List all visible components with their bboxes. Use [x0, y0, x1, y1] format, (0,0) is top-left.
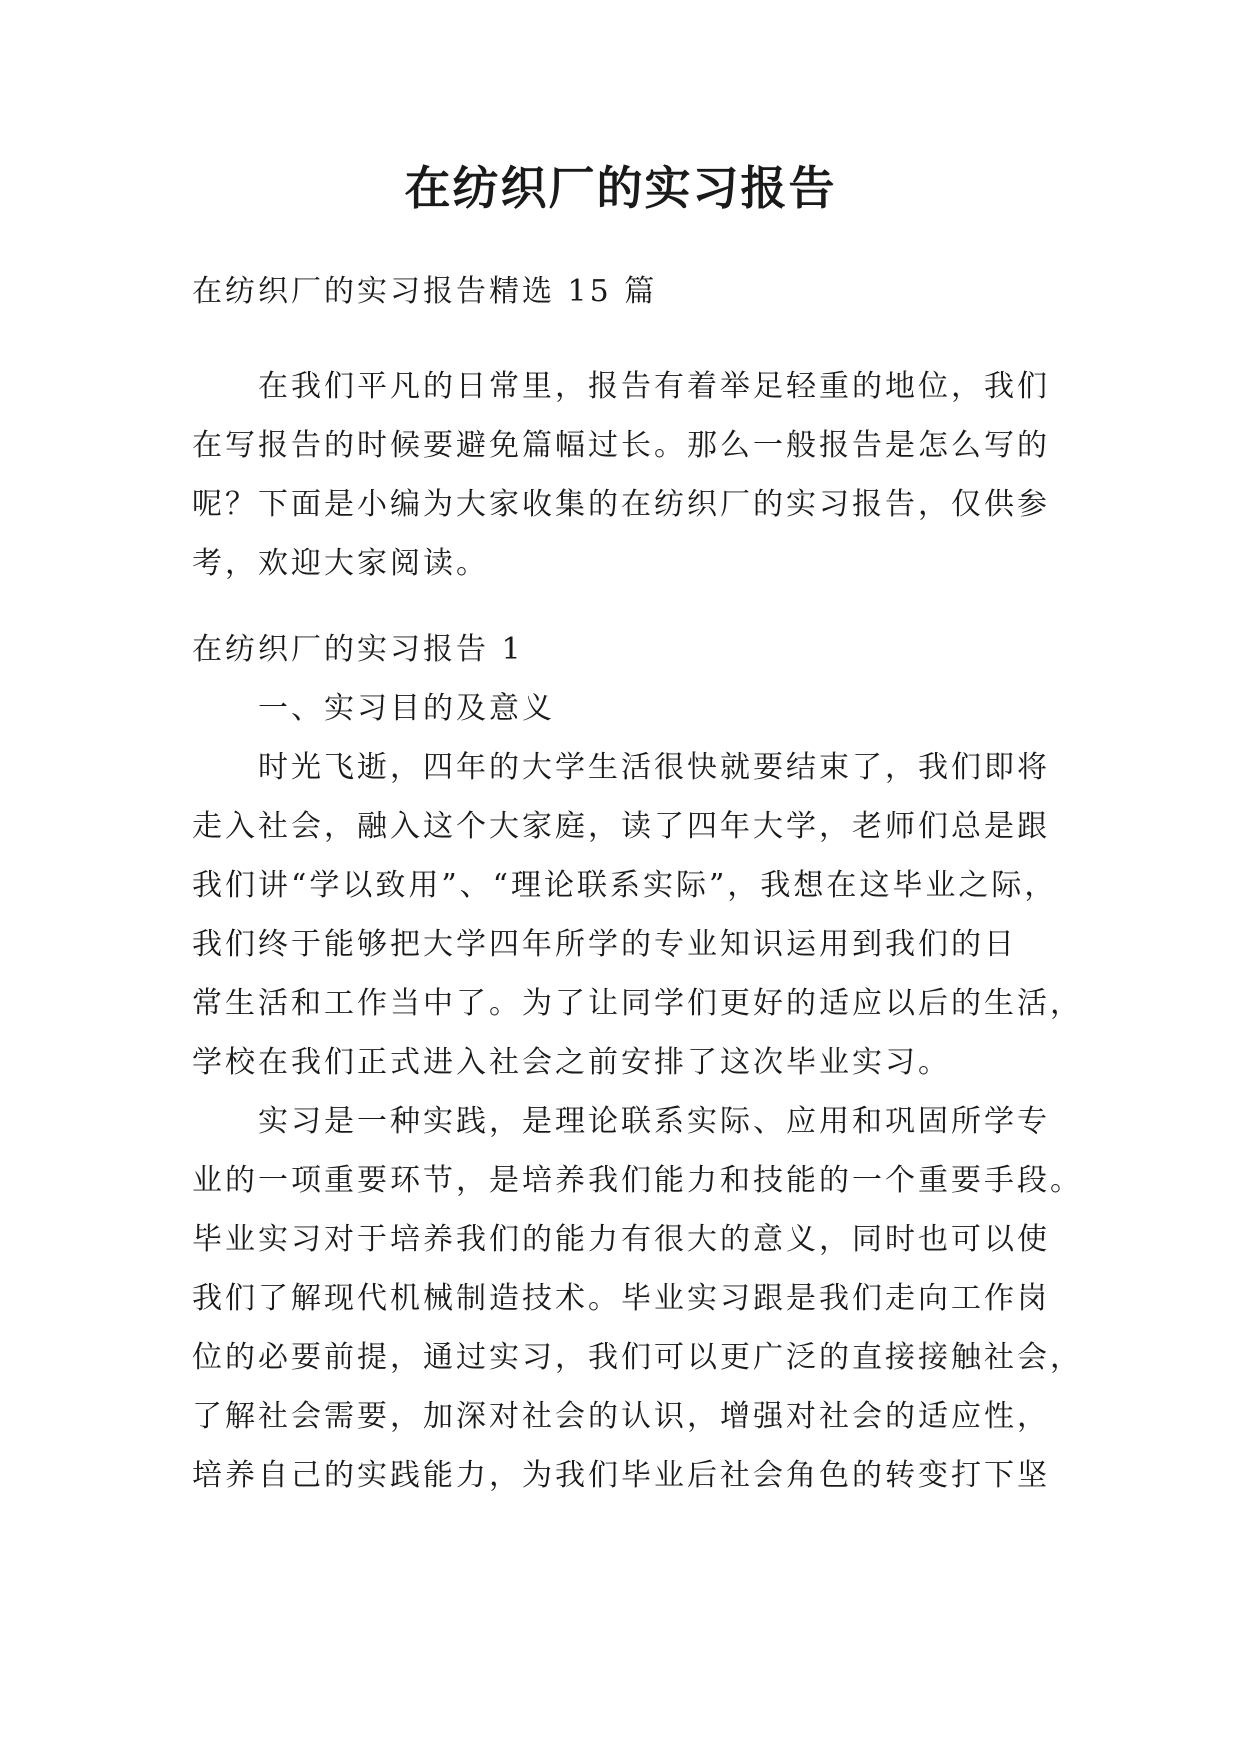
paragraph-line: 业的一项重要环节，是培养我们能力和技能的一个重要手段。: [192, 1163, 1083, 1198]
paragraph-line: 我们了解现代机械制造技术。毕业实习跟是我们走向工作岗: [192, 1281, 1050, 1316]
paragraph-line: 时光飞逝，四年的大学生活很快就要结束了，我们即将: [258, 750, 1050, 785]
paragraph-line: 实习是一种实践，是理论联系实际、应用和巩固所学专: [258, 1104, 1050, 1139]
intro-paragraph: [192, 357, 1072, 593]
intro-line: 考，欢迎大家阅读。: [192, 546, 489, 581]
intro-line: 呢？下面是小编为大家收集的在纺织厂的实习报告，仅供参: [192, 487, 1050, 522]
section-subheading: 一、实习目的及意义: [258, 691, 555, 726]
document-subtitle: 在纺织厂的实习报告精选 15 篇: [192, 274, 658, 309]
document-title: 在纺织厂的实习报告: [404, 161, 837, 215]
paragraph-line: 常生活和工作当中了。为了让同学们更好的适应以后的生活，: [192, 986, 1083, 1021]
intro-line: 在写报告的时候要避免篇幅过长。那么一般报告是怎么写的: [192, 428, 1050, 463]
paragraph-line: 学校在我们正式进入社会之前安排了这次毕业实习。: [192, 1045, 951, 1080]
paragraph-line: 毕业实习对于培养我们的能力有很大的意义，同时也可以使: [192, 1222, 1050, 1257]
paragraph-line: 了解社会需要，加深对社会的认识，增强对社会的适应性，: [192, 1399, 1050, 1434]
paragraph-line: 培养自己的实践能力，为我们毕业后社会角色的转变打下坚: [192, 1458, 1050, 1493]
section-heading: 在纺织厂的实习报告 1: [192, 632, 524, 667]
paragraph-line: 位的必要前提，通过实习，我们可以更广泛的直接接触社会，: [192, 1340, 1083, 1375]
paragraph-line: 我们终于能够把大学四年所学的专业知识运用到我们的日: [192, 927, 1017, 962]
paragraph-line: 我们讲“学以致用”、“理论联系实际”，我想在这毕业之际，: [192, 868, 1058, 903]
paragraph-line: 走入社会，融入这个大家庭，读了四年大学，老师们总是跟: [192, 809, 1050, 844]
document-subtitle-block: [192, 262, 1072, 321]
section-1: [192, 620, 1083, 1505]
intro-line: 在我们平凡的日常里，报告有着举足轻重的地位，我们: [258, 369, 1050, 404]
